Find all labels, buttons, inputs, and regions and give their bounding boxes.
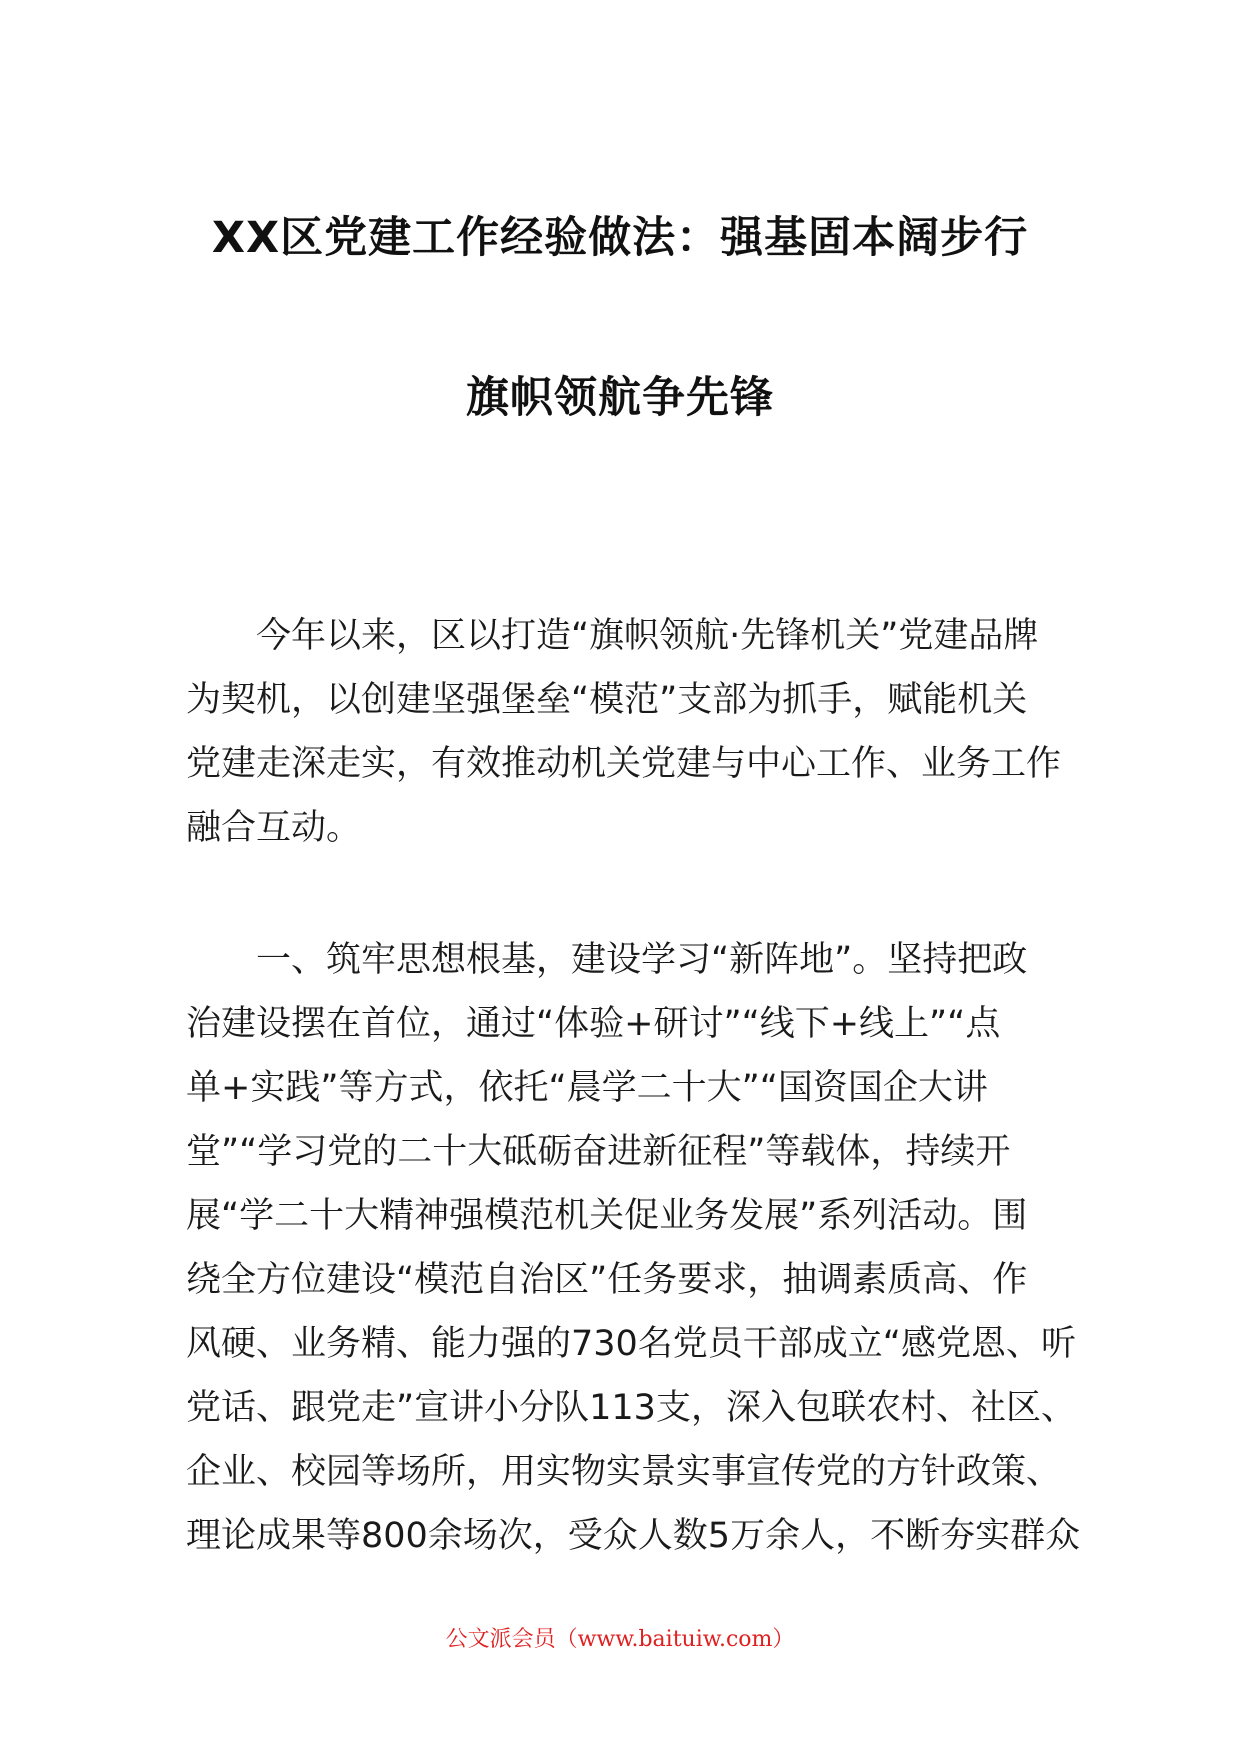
paragraph-line: 企业、校园等场所，用实物实景实事宣传党的方针政策、 — [186, 1452, 1062, 1492]
paragraph-line: 党建走深走实，有效推动机关党建与中心工作、业务工作 — [186, 744, 1062, 784]
document-title-line1: XX区党建工作经验做法：强基固本阔步行 — [211, 213, 1029, 263]
paragraph-line: 一、筑牢思想根基，建设学习“新阵地”。坚持把政 — [186, 940, 1028, 980]
paragraph-line: 治建设摆在首位，通过“体验+研讨”“线下+线上”“点 — [186, 1004, 1001, 1044]
paragraph-line: 绕全方位建设“模范自治区”任务要求，抽调素质高、作 — [186, 1260, 1028, 1300]
paragraph-intro — [186, 604, 1062, 860]
footer-watermark: 公文派会员（www.baituiw.com） — [445, 1627, 795, 1652]
paragraph-line: 融合互动。 — [186, 808, 362, 848]
paragraph-line: 单+实践”等方式，依托“晨学二十大”“国资国企大讲 — [186, 1068, 988, 1108]
paragraph-line: 理论成果等800余场次，受众人数5万余人，不断夯实群众 — [186, 1516, 1081, 1556]
paragraph-line: 风硬、业务精、能力强的730名党员干部成立“感党恩、听 — [186, 1324, 1076, 1364]
paragraph-line: 展“学二十大精神强模范机关促业务发展”系列活动。围 — [186, 1196, 1028, 1236]
paragraph-line: 今年以来，区以打造“旗帜领航·先锋机关”党建品牌 — [186, 616, 1039, 656]
paragraph-line: 堂”“学习党的二十大砥砺奋进新征程”等载体，持续开 — [186, 1132, 1011, 1172]
paragraph-line: 党话、跟党走”宣讲小分队113支，深入包联农村、社区、 — [186, 1388, 1076, 1428]
paragraph-section-one — [186, 928, 1081, 1568]
paragraph-line: 为契机，以创建坚强堡垒“模范”支部为抓手，赋能机关 — [186, 680, 1028, 720]
document-title-line2: 旗帜领航争先锋 — [466, 373, 774, 423]
